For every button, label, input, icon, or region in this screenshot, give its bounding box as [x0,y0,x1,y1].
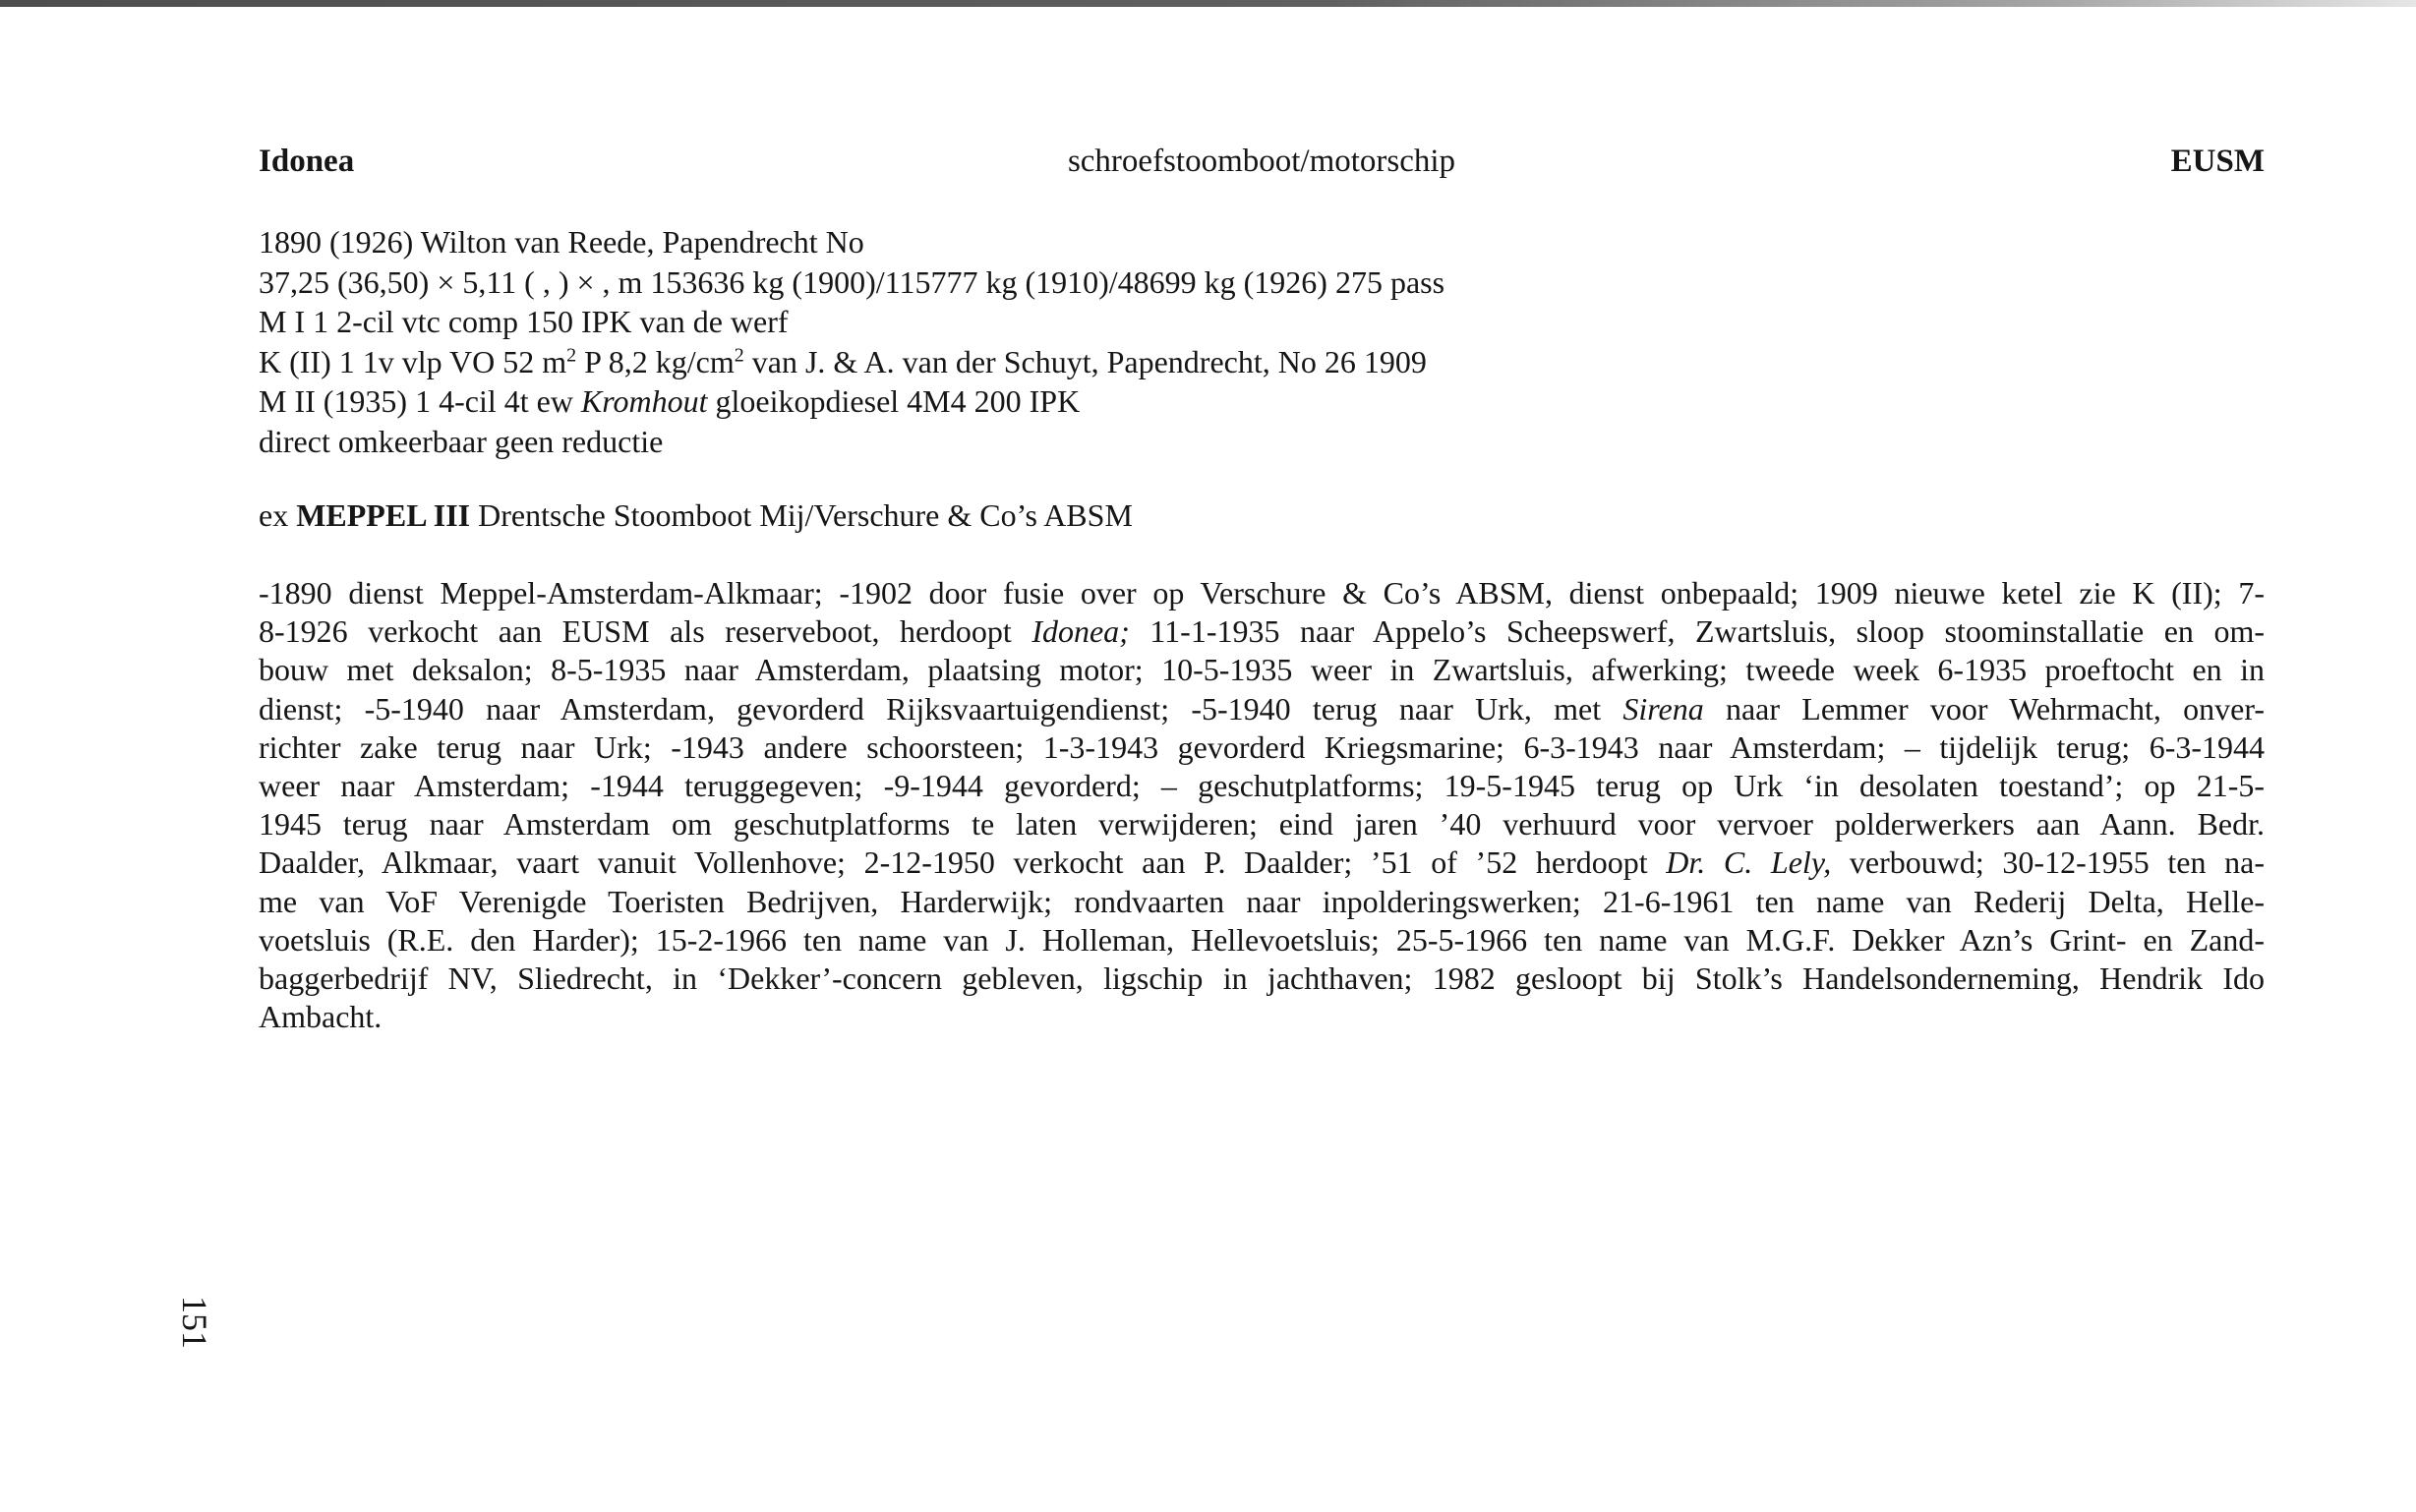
spec-line-engine-1: M I 1 2-cil vtc comp 150 IPK van de werf [259,304,789,339]
history-paragraph [259,574,2265,1036]
history-line: dienst; -5-1940 naar Amsterdam, gevorderd Rijksvaartuigendienst; -5-1940 terug naar Urk, met Sirena naar Lemmer voor Wehrmacht, onver- [259,690,2266,727]
former-name-line: ex MEPPEL III Drentsche Stoomboot Mij/Verschure & Co’s ABSM [259,497,1133,533]
history-line: -1890 dienst Meppel-Amsterdam-Alkmaar; -1902 door fusie over op Verschure & Co’s ABSM, dienst onbepaald; 1909 nieuwe ketel zie K (II); 7- [259,575,2265,611]
history-line: Ambacht. [259,999,383,1035]
ship-name: Idonea [259,144,355,179]
history-line: baggerbedrijf NV, Sliedrecht, in ‘Dekker’-concern gebleven, ligschip in jachthaven; 1982 gesloopt bij Stolk’s Handelsonderneming, Hendrik Ido [259,960,2265,996]
scan-top-edge [0,0,2416,7]
history-line: me van VoF Verenigde Toeristen Bedrijven, Harderwijk; rondvaarten naar inpolderingswerken; 21-6-1961 ten name van Rederij Delta, Helle- [259,883,2265,919]
history-line: bouw met deksalon; 8-5-1935 naar Amsterdam, plaatsing motor; 10-5-1935 weer in Zwartsluis, afwerking; tweede week 6-1935 proeftocht en in [259,652,2265,688]
spec-line-build: 1890 (1926) Wilton van Reede, Papendrecht No [259,224,864,260]
specifications-block [259,222,2265,461]
page-number: 151 [175,1296,214,1349]
former-name: MEPPEL III [296,497,471,533]
spec-line-dimensions: 37,25 (36,50) × 5,11 ( , ) × , m 153636 kg (1900)/115777 kg (1910)/48699 kg (1926) 275 pass [259,263,1445,300]
running-header [259,144,2265,189]
owner-code: EUSM [2170,144,2265,179]
spec-line-drive: direct omkeerbaar geen reductie [259,423,664,459]
history-line: 1945 terug naar Amsterdam om geschutplatforms te laten verwijderen; eind jaren ’40 verhuurd voor vervoer polderwerkers aan Aann. Bedr. [259,806,2265,843]
history-line: 8-1926 verkocht aan EUSM als reserveboot, herdoopt Idonea; 11-1-1935 naar Appelo’s Scheepswerf, Zwartsluis, sloop stoominstallatie en om- [259,613,2266,650]
history-line: voetsluis (R.E. den Harder); 15-2-1966 ten name van J. Holleman, Hellevoetsluis; 25-5-1966 ten name van M.G.F. Dekker Azn’s Grint- en Zand- [259,921,2265,958]
history-line: weer naar Amsterdam; -1944 teruggegeven; -9-1944 gevorderd; – geschutplatforms; 19-5-1945 terug op Urk ‘in desolaten toestand’; op 21-5- [259,767,2265,803]
history-line: Daalder, Alkmaar, vaart vanuit Vollenhove; 2-12-1950 verkocht aan P. Daalder; ’51 of ’52 herdoopt Dr. C. Lely, verbouwd; 30-12-1955 ten na- [259,844,2266,881]
spec-line-engine-2: M II (1935) 1 4-cil 4t ew Kromhout gloeikopdiesel 4M4 200 IPK [259,383,1081,419]
spec-line-boiler: K (II) 1 1v vlp VO 52 $m^2$ P 8,2 $kg/cm^2$ van J. & A. van der Schuyt, Papendrecht, No 26 1909 [259,343,1427,379]
history-line: richter zake terug naar Urk; -1943 andere schoorsteen; 1-3-1943 gevorderd Kriegsmarine; 6-3-1943 naar Amsterdam; – tijdelijk terug; 6-3-1944 [259,728,2265,765]
ship-type: schroefstoomboot/motorschip [1067,144,1456,179]
